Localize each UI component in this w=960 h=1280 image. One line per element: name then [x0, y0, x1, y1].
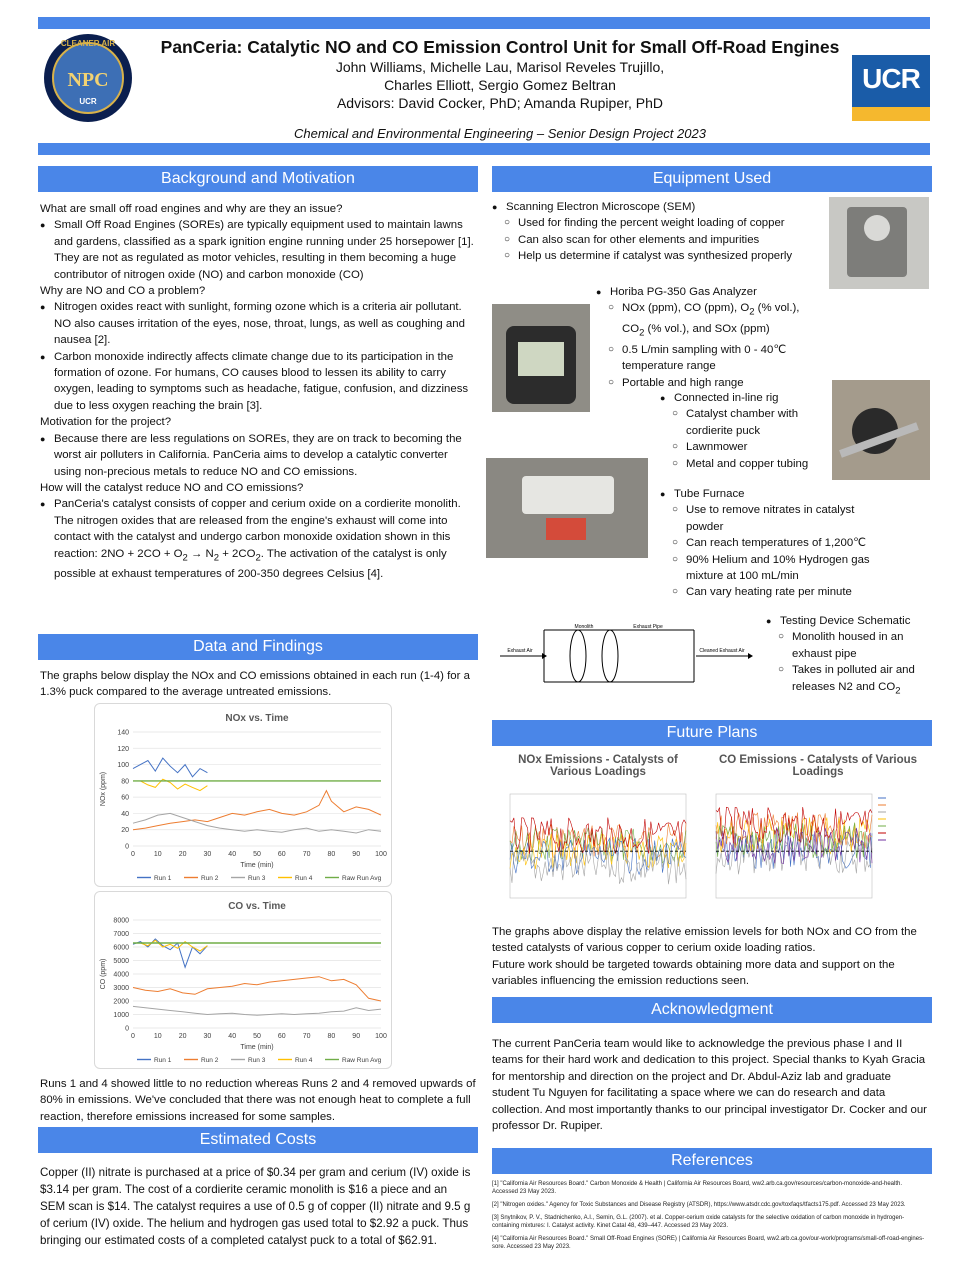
npc-logo-sub: UCR [79, 97, 97, 106]
horiba-sub-2: ○ 0.5 L/min sampling with 0 - 40℃ temperature range [596, 342, 836, 375]
y-tick-label: 6000 [113, 944, 129, 952]
x-tick-label: 20 [178, 851, 187, 858]
rig-sub-1: ○ Catalyst chamber with cordierite puck [660, 406, 832, 439]
nox-chart [95, 704, 393, 888]
y-tick-label: 1000 [113, 1012, 129, 1019]
legend-label: Run 1 [154, 1057, 172, 1064]
y-tick-label: 2000 [113, 998, 129, 1006]
sem-sub-3: ○ Help us determine if catalyst was synthesized properly [492, 248, 832, 264]
x-tick-label: 80 [327, 851, 336, 858]
data-findings-heading: Data and Findings [38, 634, 478, 660]
legend-label: Raw Run Avg [342, 875, 382, 882]
legend-label: Run 1 [154, 875, 172, 882]
y-tick-label: 120 [117, 745, 129, 753]
poster-title: PanCeria: Catalytic NO and CO Emission Control Unit for Small Off-Road Engines [160, 37, 840, 57]
future-heading: Future Plans [492, 720, 932, 746]
costs-heading: Estimated Costs [38, 1127, 478, 1153]
authors-line-1: John Williams, Michelle Lau, Marisol Reveles Trujillo, [335, 59, 665, 75]
department-line: Chemical and Environmental Engineering – Senior Design Project 2023 [294, 126, 706, 141]
x-tick-label: 90 [352, 851, 361, 858]
plot-area [510, 794, 686, 898]
npc-logo-text: NPC [67, 69, 109, 91]
x-tick-label: 90 [352, 1033, 361, 1040]
future-text-2: Future work should be targeted towards obtaining more data and support on the variables influencing the emission reductions seen. [492, 958, 895, 988]
y-tick-label: 0 [125, 843, 129, 851]
y-tick-label: 20 [121, 827, 129, 835]
background-bullet-2: ● Nitrogen oxides react with sunlight, forming ozone which is a criteria air pollutant. NO also causes irritation of the eyes, nose, throat, lungs, as well as coughing and nausea [2]. [40, 299, 476, 348]
x-tick-label: 40 [228, 1033, 237, 1040]
top-accent-bar [38, 17, 930, 29]
y-tick-label: 100 [117, 762, 129, 770]
acknowledgment-text: The current PanCeria team would like to acknowledge the previous phase I and II teams for their hard work and dedication to this project. Special thanks to Kyah Gracia for mentorship and direction on the project and Dr. Abdul-Aziz lab and graduate student Tu Nguyen for facilitating a space where we can do research and data collection. And most importantly thanks to our principal investigator Dr. Cocker and our professor Dr. Rupiper. [492, 1038, 927, 1133]
schematic-sub-1: ○ Monolith housed in an exhaust pipe [766, 629, 932, 662]
legend-label: Raw Run Avg [342, 1057, 382, 1064]
x-tick-label: 60 [277, 851, 286, 858]
schematic-sub-2: ○ Takes in polluted air and releases N2 and $CO_2$ [766, 662, 932, 699]
y-tick-label: 140 [117, 729, 129, 737]
y-tick-label: 80 [121, 778, 129, 786]
legend-label: Run 3 [248, 1057, 266, 1064]
series-line-run-2 [133, 977, 381, 1001]
legend-label: Run 2 [201, 875, 219, 882]
poster-header [150, 36, 850, 141]
x-tick-label: 100 [375, 1033, 387, 1040]
future-nox-chart [494, 788, 692, 918]
rig-sub-2: ○ Lawnmower [660, 439, 832, 455]
future-chart-2-title: CO Emissions - Catalysts of Various Loadings [718, 754, 918, 778]
future-text [492, 924, 922, 990]
furnace-section [660, 486, 890, 601]
authors-line-2: Charles Elliott, Sergio Gomez Beltran [384, 77, 616, 93]
y-axis-label: CO (ppm) [100, 958, 107, 990]
y-tick-label: 8000 [113, 917, 129, 925]
ucr-logo-text: UCR [862, 63, 920, 94]
background-heading: Background and Motivation [38, 166, 478, 192]
advisors-line: Advisors: David Cocker, PhD; Amanda Rupiper, PhD [336, 95, 664, 111]
x-tick-label: 30 [203, 851, 212, 858]
npc-logo [42, 32, 134, 124]
background-q1: What are small off road engines and why are they an issue? [40, 203, 343, 215]
schematic-pipe-label: Exhaust Pipe [633, 624, 663, 630]
furnace-sub-3: ○ 90% Helium and 10% Hydrogen gas mixture at 100 mL/min [660, 552, 890, 585]
schematic-bullet: ● Testing Device Schematic [766, 613, 932, 629]
data-findings-intro: The graphs below display the NOx and CO emissions obtained in each run (1-4) for a 1.3% puck compared to the average untreated emissions. [40, 670, 470, 699]
rig-photo [832, 380, 930, 480]
horiba-sub-3: ○ Portable and high range [596, 375, 836, 391]
references-list [492, 1180, 928, 1256]
x-tick-label: 50 [253, 851, 261, 858]
furnace-bullet: ● Tube Furnace [660, 486, 890, 502]
testing-device-schematic [498, 622, 756, 688]
horiba-photo [492, 304, 590, 412]
horiba-sub-1: ○ NOx (ppm), CO (ppm), $O_2$ (% vol.), $CO_2$ (% vol.), and SOx (ppm) [596, 300, 836, 341]
nox-chart-box [94, 703, 392, 887]
x-tick-label: 60 [277, 1033, 286, 1040]
co-chart-box [94, 891, 392, 1069]
header-bottom-bar [38, 143, 930, 155]
x-tick-label: 40 [228, 851, 237, 858]
x-tick-label: 0 [131, 851, 135, 858]
y-tick-label: 5000 [113, 958, 129, 965]
legend-label: Run 2 [201, 1057, 219, 1064]
x-tick-label: 70 [302, 851, 311, 858]
chart-title: NOx vs. Time [225, 713, 289, 724]
legend-label: Run 4 [295, 1057, 313, 1064]
ucr-logo-stripe [852, 107, 930, 121]
horiba-section [596, 284, 836, 391]
background-q2: Why are NO and CO a problem? [40, 285, 206, 298]
series-line-run-4 [140, 940, 207, 951]
co-chart [95, 892, 393, 1070]
future-chart-1-title: NOx Emissions - Catalysts of Various Loadings [518, 754, 678, 778]
y-tick-label: 4000 [113, 971, 129, 979]
furnace-sub-4: ○ Can vary heating rate per minute [660, 584, 890, 600]
acknowledgment-heading: Acknowledgment [492, 997, 932, 1023]
x-tick-label: 10 [153, 1033, 162, 1040]
chart-title: CO vs. Time [228, 901, 286, 912]
horiba-bullet: ● Horiba PG-350 Gas Analyzer [596, 284, 836, 300]
x-tick-label: 30 [203, 1033, 212, 1040]
furnace-sub-2: ○ Can reach temperatures of 1,200℃ [660, 535, 890, 551]
x-axis-label: Time (min) [240, 862, 274, 869]
series-line-run-3 [133, 1006, 381, 1015]
x-tick-label: 70 [302, 1033, 311, 1040]
future-co-chart [700, 788, 934, 918]
series-line-run-1 [133, 758, 207, 777]
tube-furnace-photo [486, 458, 648, 558]
y-axis-label: NOx (ppm) [100, 771, 107, 807]
series-line-run-2 [133, 791, 381, 830]
sem-sub-2: ○ Can also scan for other elements and impurities [492, 232, 832, 248]
sem-section [492, 199, 832, 265]
sem-sub-1: ○ Used for finding the percent weight loading of copper [492, 215, 832, 231]
schematic-monolith-label: Monolith [574, 624, 594, 630]
x-tick-label: 50 [253, 1033, 261, 1040]
x-axis-label: Time (min) [240, 1044, 274, 1051]
rig-sub-3: ○ Metal and copper tubing [660, 456, 832, 472]
ucr-logo [852, 55, 930, 121]
y-tick-label: 3000 [113, 985, 129, 992]
x-tick-label: 80 [327, 1033, 336, 1040]
equipment-heading: Equipment Used [492, 166, 932, 192]
schematic-section [766, 613, 932, 699]
background-q3: Motivation for the project? [40, 416, 172, 429]
background-section [40, 201, 476, 583]
costs-text: Copper (II) nitrate is purchased at a price of $0.34 per gram and cerium (IV) oxide is $3.14 per gram. The cost of a cordierite ceramic monolith is $16 a piece and an SEM scan is $14. The catalyst requires a use of 0.5 g of copper (II) nitrate and 9.5 g of cerium (IV) oxide. The helium and hydrogen gas used total to $2.92 a puck. Thus bringing our estimated costs of a completed catalyst puck to a total of $62.91. [40, 1166, 471, 1247]
x-tick-label: 0 [131, 1033, 135, 1040]
sem-bullet: ● Scanning Electron Microscope (SEM) [492, 199, 832, 215]
background-bullet-1: ● Small Off Road Engines (SOREs) are typically equipment used to maintain lawns and gardens, classified as a spark ignition engine running under 25 horsepower [1]. They are not as regulated as motor vehicles, resulting in them becoming a huge contributor of nitrogen oxide (NO) and carbon monoxide (CO) [40, 217, 476, 283]
reference-1: [1] "California Air Resources Board." Carbon Monoxide & Health | California Air Resources Board, ww2.arb.ca.gov/resources/carbon-monoxide-and-health. Accessed 23 May 2023. [492, 1181, 903, 1195]
data-findings-conclusion: Runs 1 and 4 showed little to no reduction whereas Runs 2 and 4 removed upwards of 80% in emissions. We've concluded that there was not enough heat to complete a full reaction, therefore emissions increased for some samples. [40, 1078, 476, 1123]
x-tick-label: 20 [178, 1033, 187, 1040]
legend-label: Run 3 [248, 875, 266, 882]
rig-section [660, 390, 832, 472]
reference-3: [3] Snytnikov, P. V., Stadnichenko, A.I., Semin, G.L. (2007). et al. Copper-cerium oxide catalysts for the selective oxidation of carbon monoxide in hydrogen-containing mixtures: I. Catalyst activity. Kinet Catal 48, 439–447. Accessed 23 May 2023. [492, 1215, 905, 1229]
x-tick-label: 100 [375, 851, 387, 858]
y-tick-label: 7000 [113, 931, 129, 938]
reference-4: [4] "California Air Resources Board." Small Off-Road Engines (SORE) | California Air Resources Board, ww2.arb.ca.gov/our-work/programs/small-off-road-engines-sore. Accessed 23 May 2023. [492, 1236, 925, 1250]
schematic-out-label: Cleaned Exhaust Air [699, 648, 745, 654]
x-tick-label: 10 [153, 851, 162, 858]
future-text-1: The graphs above display the relative emission levels for both NOx and CO from the tested catalysts of various copper to cerium oxide loading ratios. [492, 926, 917, 955]
y-tick-label: 60 [121, 794, 129, 802]
y-tick-label: 40 [121, 810, 129, 818]
schematic-in-label: Exhaust Air [507, 648, 533, 654]
references-heading: References [492, 1148, 932, 1174]
furnace-sub-1: ○ Use to remove nitrates in catalyst powder [660, 502, 890, 535]
background-bullet-3: ● Carbon monoxide indirectly affects climate change due to its participation in the formation of ozone. For humans, CO causes blood to lessen its ability to carry oxygen, leading to symptoms such as headache, fatigue, confusion, and dizziness due to less oxygen reaching the brain [3]. [40, 349, 476, 415]
background-bullet-5: ● PanCeria's catalyst consists of copper and cerium oxide on a cordierite monolith. The nitrogen oxides that are released from the engine's exhaust will come into contact with the catalyst and undergo carbon monoxide oxidation shown in this reaction: $2NO + 2CO + O_2 \to N_2 + 2CO_2$. The activation of the catalyst is only possible at exhaust temperatures of 200-350 degrees Celsius [4]. [40, 496, 476, 582]
background-q4: How will the catalyst reduce NO and CO emissions? [40, 481, 304, 494]
background-bullet-4: ● Because there are less regulations on SOREs, they are on track to becoming the worst air polluters in California. PanCeria aims to develop a catalytic converter using non-precious metals to reduce NO and CO emissions. [40, 431, 476, 480]
reference-2: [2] "Nitrogen oxides." Agency for Toxic Substances and Disease Registry (ATSDR), https://www.atsdr.cdc.gov/toxfaqs/tfacts175.pdf. Accessed 23 May 2023. [492, 1202, 906, 1208]
y-tick-label: 0 [125, 1025, 129, 1033]
npc-logo-ring-text: CLEANER AIR [60, 39, 116, 48]
sem-photo [829, 197, 929, 289]
legend-label: Run 4 [295, 875, 313, 882]
rig-bullet: ● Connected in-line rig [660, 390, 832, 406]
